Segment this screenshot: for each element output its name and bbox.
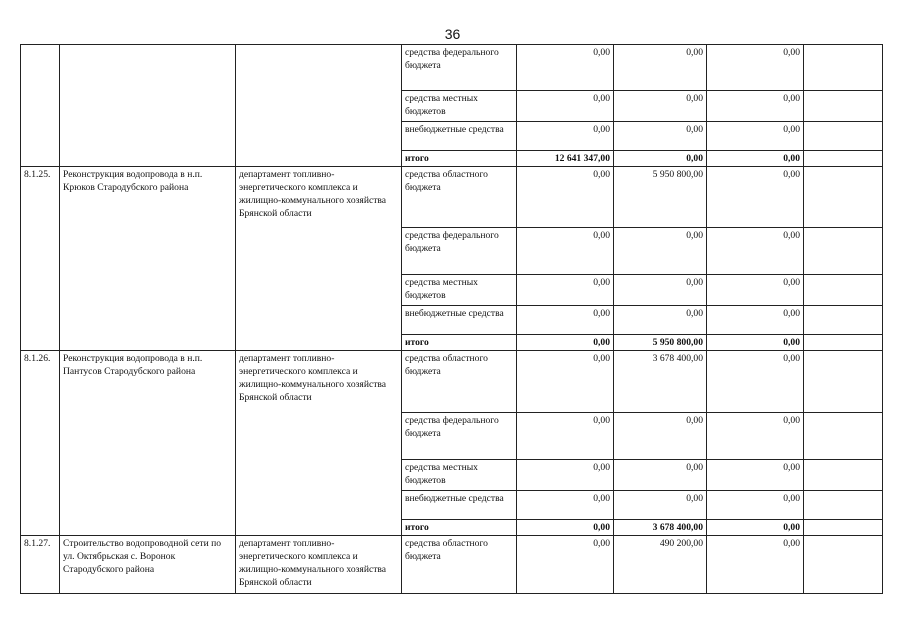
item-name-cell: [60, 45, 236, 167]
funding-source-cell: внебюджетные средства: [402, 491, 517, 520]
amount-cell-2: 0,00: [614, 151, 707, 167]
amount-cell-1: 12 641 347,00: [517, 151, 614, 167]
blank-cell: [804, 536, 883, 594]
funding-source-cell: итого: [402, 151, 517, 167]
department-cell: [236, 45, 402, 167]
amount-cell-1: 0,00: [517, 306, 614, 335]
blank-cell: [804, 335, 883, 351]
amount-cell-1: 0,00: [517, 413, 614, 460]
amount-cell-1: 0,00: [517, 536, 614, 594]
blank-cell: [804, 275, 883, 306]
item-code-cell: 8.1.25.: [21, 167, 60, 351]
amount-cell-2: 0,00: [614, 460, 707, 491]
amount-cell-3: 0,00: [707, 306, 804, 335]
item-code-cell: [21, 45, 60, 167]
amount-cell-2: 0,00: [614, 275, 707, 306]
blank-cell: [804, 491, 883, 520]
blank-cell: [804, 151, 883, 167]
item-name-cell: Реконструкция водопровода в н.п. Пантусов Стародубского района: [60, 351, 236, 536]
amount-cell-3: 0,00: [707, 122, 804, 151]
amount-cell-3: 0,00: [707, 91, 804, 122]
funding-source-cell: средства федерального бюджета: [402, 45, 517, 91]
funding-source-cell: средства областного бюджета: [402, 351, 517, 413]
funding-source-cell: итого: [402, 335, 517, 351]
funding-source-cell: средства федерального бюджета: [402, 413, 517, 460]
amount-cell-3: 0,00: [707, 460, 804, 491]
blank-cell: [804, 306, 883, 335]
amount-cell-1: 0,00: [517, 520, 614, 536]
amount-cell-2: 490 200,00: [614, 536, 707, 594]
budget-table: [20, 44, 883, 594]
amount-cell-2: 5 950 800,00: [614, 335, 707, 351]
funding-source-cell: средства областного бюджета: [402, 536, 517, 594]
amount-cell-2: 0,00: [614, 45, 707, 91]
blank-cell: [804, 122, 883, 151]
amount-cell-2: 0,00: [614, 122, 707, 151]
funding-source-cell: средства местных бюджетов: [402, 275, 517, 306]
table-row: [21, 167, 883, 228]
amount-cell-3: 0,00: [707, 351, 804, 413]
amount-cell-3: 0,00: [707, 151, 804, 167]
table-row: [21, 45, 883, 91]
department-cell: департамент топливно-энергетического комплекса и жилищно-коммунального хозяйства Брянской области: [236, 351, 402, 536]
blank-cell: [804, 91, 883, 122]
page-number: 36: [444, 26, 461, 42]
amount-cell-2: 0,00: [614, 91, 707, 122]
amount-cell-3: 0,00: [707, 228, 804, 275]
amount-cell-3: 0,00: [707, 413, 804, 460]
table-row: [21, 536, 883, 594]
amount-cell-1: 0,00: [517, 91, 614, 122]
blank-cell: [804, 45, 883, 91]
amount-cell-1: 0,00: [517, 460, 614, 491]
amount-cell-3: 0,00: [707, 520, 804, 536]
amount-cell-1: 0,00: [517, 45, 614, 91]
amount-cell-3: 0,00: [707, 335, 804, 351]
amount-cell-2: 0,00: [614, 228, 707, 275]
amount-cell-2: 3 678 400,00: [614, 520, 707, 536]
item-name-cell: Реконструкция водопровода в н.п. Крюков Стародубского района: [60, 167, 236, 351]
item-code-cell: 8.1.27.: [21, 536, 60, 594]
amount-cell-1: 0,00: [517, 167, 614, 228]
amount-cell-3: 0,00: [707, 491, 804, 520]
amount-cell-2: 0,00: [614, 491, 707, 520]
amount-cell-3: 0,00: [707, 536, 804, 594]
item-code-cell: 8.1.26.: [21, 351, 60, 536]
table-row: [21, 351, 883, 413]
blank-cell: [804, 167, 883, 228]
funding-source-cell: внебюджетные средства: [402, 306, 517, 335]
amount-cell-2: 0,00: [614, 306, 707, 335]
funding-source-cell: итого: [402, 520, 517, 536]
amount-cell-1: 0,00: [517, 228, 614, 275]
funding-source-cell: средства федерального бюджета: [402, 228, 517, 275]
blank-cell: [804, 228, 883, 275]
amount-cell-1: 0,00: [517, 491, 614, 520]
amount-cell-1: 0,00: [517, 351, 614, 413]
amount-cell-3: 0,00: [707, 45, 804, 91]
amount-cell-2: 3 678 400,00: [614, 351, 707, 413]
amount-cell-3: 0,00: [707, 275, 804, 306]
funding-source-cell: средства местных бюджетов: [402, 460, 517, 491]
blank-cell: [804, 520, 883, 536]
item-name-cell: Строительство водопроводной сети по ул. Октябрьская с. Воронок Стародубского района: [60, 536, 236, 594]
amount-cell-1: 0,00: [517, 275, 614, 306]
department-cell: департамент топливно-энергетического комплекса и жилищно-коммунального хозяйства Брянской области: [236, 167, 402, 351]
amount-cell-2: 0,00: [614, 413, 707, 460]
amount-cell-2: 5 950 800,00: [614, 167, 707, 228]
table-body: [21, 45, 883, 594]
funding-source-cell: средства местных бюджетов: [402, 91, 517, 122]
funding-source-cell: средства областного бюджета: [402, 167, 517, 228]
amount-cell-1: 0,00: [517, 335, 614, 351]
blank-cell: [804, 460, 883, 491]
blank-cell: [804, 413, 883, 460]
department-cell: департамент топливно-энергетического комплекса и жилищно-коммунального хозяйства Брянской области: [236, 536, 402, 594]
blank-cell: [804, 351, 883, 413]
amount-cell-3: 0,00: [707, 167, 804, 228]
amount-cell-1: 0,00: [517, 122, 614, 151]
funding-source-cell: внебюджетные средства: [402, 122, 517, 151]
